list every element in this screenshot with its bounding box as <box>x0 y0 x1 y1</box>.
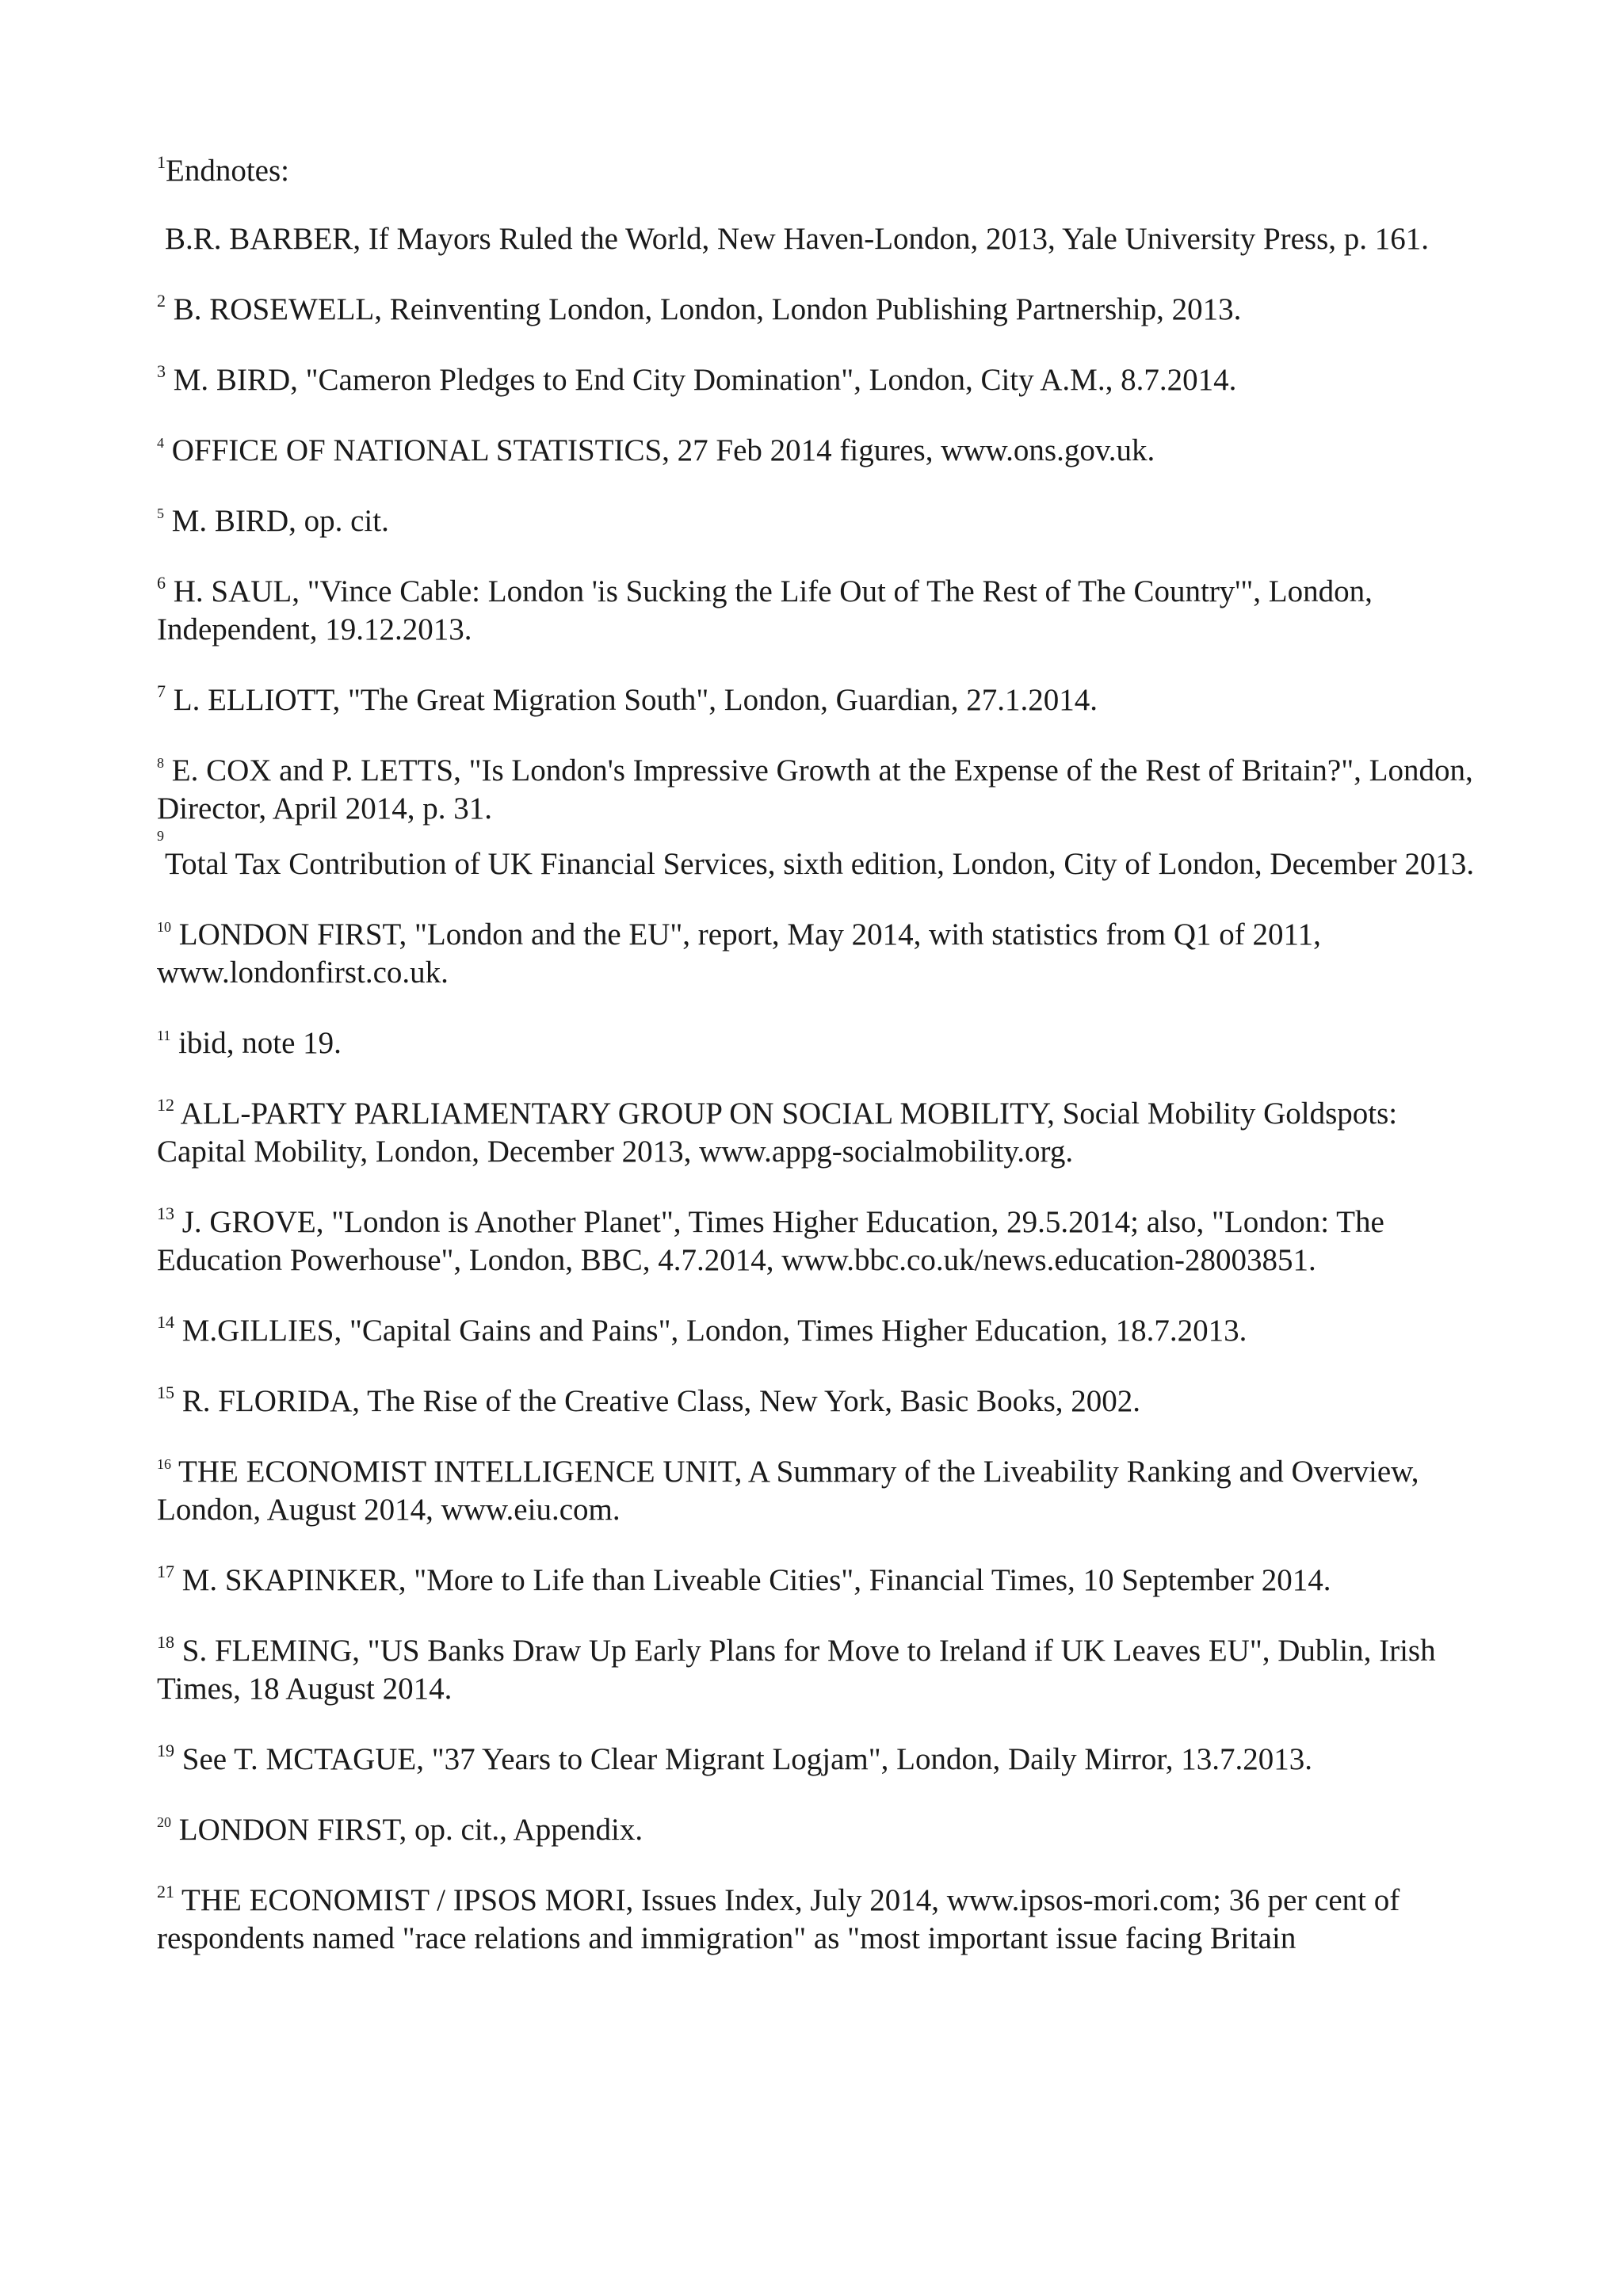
endnote-item <box>157 1383 1488 1421</box>
endnote-text: Total Tax Contribution of UK Financial Services, sixth edition, London, City of London, December 2013. <box>165 847 1475 881</box>
endnote-text: OFFICE OF NATIONAL STATISTICS, 27 Feb 2014 figures, www.ons.gov.uk. <box>171 433 1155 467</box>
endnote-item <box>157 1024 1488 1062</box>
endnote-item <box>157 361 1488 399</box>
endnote-text: LONDON FIRST, op. cit., Appendix. <box>178 1813 643 1847</box>
endnote-item <box>157 1741 1488 1779</box>
endnotes-heading <box>157 152 1488 190</box>
endnote-marker: 16 <box>157 1456 171 1472</box>
endnote-marker: 4 <box>157 435 164 451</box>
endnote-text: M. BIRD, op. cit. <box>171 504 389 538</box>
endnote-marker: 20 <box>157 1814 171 1830</box>
endnote-marker: 13 <box>157 1203 174 1223</box>
endnote-text: M.GILLIES, "Capital Gains and Pains", London, Times Higher Education, 18.7.2013. <box>181 1314 1247 1348</box>
endnote-item <box>157 502 1488 540</box>
endnote-marker: 3 <box>157 361 166 381</box>
endnote-text: S. FLEMING, "US Banks Draw Up Early Plans for Move to Ireland if UK Leaves EU", Dublin, Irish Times, 18 August 2014. <box>157 1634 1436 1706</box>
endnote-marker: 8 <box>157 755 164 771</box>
endnote-marker: 17 <box>157 1562 174 1581</box>
endnote-item <box>157 845 1488 883</box>
endnote-marker: 11 <box>157 1028 171 1043</box>
endnote-item <box>157 220 1488 258</box>
endnote-text: THE ECONOMIST / IPSOS MORI, Issues Index, July 2014, www.ipsos-mori.com; 36 per cent of respondents named "race relations and immigration" as "most important issue facing Britain <box>157 1883 1400 1955</box>
endnote-item <box>157 1811 1488 1849</box>
endnote-text: ALL-PARTY PARLIAMENTARY GROUP ON SOCIAL MOBILITY, Social Mobility Goldspots: Capital Mobility, London, December 2013, www.appg-socialmobility.org. <box>157 1097 1398 1169</box>
endnote-marker: 6 <box>157 573 166 593</box>
endnote-text: J. GROVE, "London is Another Planet", Times Higher Education, 29.5.2014; also, "London: The Education Powerhouse", London, BBC, 4.7.2014, www.bbc.co.uk/news.education-28003851. <box>157 1205 1384 1277</box>
endnote-text: M. SKAPINKER, "More to Life than Liveable Cities", Financial Times, 10 September 2014. <box>181 1563 1331 1597</box>
endnote-item <box>157 1203 1488 1280</box>
endnote-marker: 10 <box>157 919 171 935</box>
endnote-text: R. FLORIDA, The Rise of the Creative Class, New York, Basic Books, 2002. <box>181 1384 1141 1418</box>
endnotes-page <box>157 152 1488 1990</box>
endnote-text: M. BIRD, "Cameron Pledges to End City Domination", London, City A.M., 8.7.2014. <box>173 363 1237 397</box>
endnote-marker: 14 <box>157 1312 174 1332</box>
endnote-text: H. SAUL, "Vince Cable: London 'is Sucking the Life Out of The Rest of The Country'", London, Independent, 19.12.2013. <box>157 574 1373 646</box>
endnote-text: See T. MCTAGUE, "37 Years to Clear Migrant Logjam", London, Daily Mirror, 13.7.2013. <box>181 1742 1313 1776</box>
endnote-item <box>157 1095 1488 1171</box>
endnote-text: LONDON FIRST, "London and the EU", report, May 2014, with statistics from Q1 of 2011, www.londonfirst.co.uk. <box>157 917 1321 990</box>
endnote-text: B.R. BARBER, If Mayors Ruled the World, New Haven-London, 2013, Yale University Press, p. 161. <box>165 222 1430 256</box>
endnote-item <box>157 681 1488 719</box>
endnote-marker: 1 <box>157 152 166 172</box>
endnote-text: B. ROSEWELL, Reinventing London, London, London Publishing Partnership, 2013. <box>173 292 1242 326</box>
endnote-item <box>157 573 1488 649</box>
endnote-item <box>157 1882 1488 1958</box>
endnote-item <box>157 432 1488 470</box>
endnote-marker: 5 <box>157 505 164 521</box>
endnote-text: L. ELLIOTT, "The Great Migration South", London, Guardian, 27.1.2014. <box>173 683 1098 717</box>
endnote-text: ibid, note 19. <box>178 1026 342 1060</box>
endnote-marker: 2 <box>157 291 166 311</box>
endnote-marker: 7 <box>157 681 166 701</box>
endnote-item <box>157 752 1488 828</box>
endnote-item <box>157 291 1488 329</box>
endnote-item <box>157 1632 1488 1708</box>
endnote-text: THE ECONOMIST INTELLIGENCE UNIT, A Summary of the Liveability Ranking and Overview, London, August 2014, www.eiu.com. <box>157 1455 1419 1527</box>
endnote-item <box>157 1453 1488 1529</box>
endnote-marker: 12 <box>157 1095 174 1115</box>
endnote-marker: 18 <box>157 1632 174 1652</box>
endnote-item <box>157 1312 1488 1350</box>
endnote-marker: 15 <box>157 1383 174 1402</box>
endnotes-heading-text: Endnotes: <box>166 154 289 188</box>
endnote-item <box>157 916 1488 992</box>
endnote-item <box>157 1562 1488 1600</box>
endnote-marker: 19 <box>157 1741 174 1760</box>
endnote-marker: 9 <box>157 828 164 844</box>
endnote-text: E. COX and P. LETTS, "Is London's Impressive Growth at the Expense of the Rest of Britain?", London, Director, April 2014, p. 31. <box>157 753 1473 826</box>
endnote-marker: 21 <box>157 1882 174 1901</box>
